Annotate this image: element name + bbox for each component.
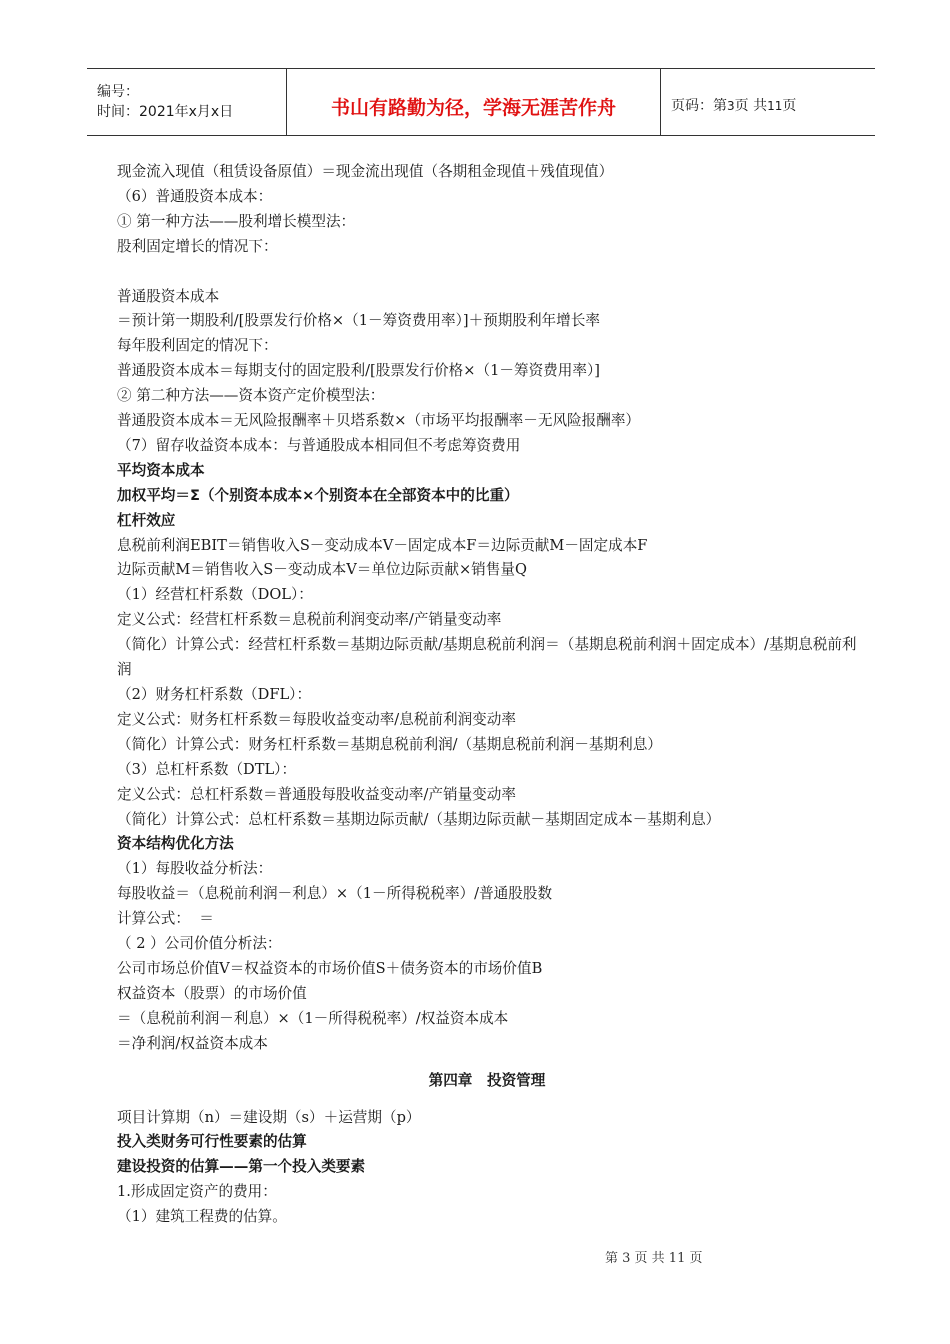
section-heading: 资本结构优化方法: [117, 835, 234, 853]
text-line: （1）每股收益分析法：: [117, 860, 273, 878]
text-line: 每年股利固定的情况下：: [117, 337, 278, 355]
text-line: 定义公式：总杠杆系数＝普通股每股收益变动率/产销量变动率: [117, 785, 516, 803]
page-current: 3: [727, 99, 735, 113]
text-line: 公司市场总价值V＝权益资本的市场价值S＋债务资本的市场价值B: [117, 959, 543, 977]
header-motto: 书山有路勤为径，学海无涯苦作舟: [330, 96, 616, 119]
section-heading: 加权平均＝Σ（个别资本成本×个别资本在全部资本中的比重）: [117, 486, 519, 504]
text-line: （ 2 ）公司价值分析法：: [117, 935, 282, 953]
section-heading: 投入类财务可行性要素的估算: [117, 1133, 307, 1151]
header-page-indicator: [661, 69, 875, 135]
page-mid: 页 共: [734, 98, 768, 114]
document-time: 时间：2021年x月x日: [97, 104, 234, 120]
text-line: （7）留存收益资本成本：与普通股成本相同但不考虑筹资费用: [117, 436, 521, 454]
text-line: ＝净利润/权益资本成本: [117, 1034, 268, 1052]
header-meta: [87, 69, 287, 135]
text-line: （3）总杠杆系数（DTL）：: [117, 760, 297, 778]
text-line: ＝预计第一期股利/[股票发行价格×（1－筹资费用率）]＋预期股利年增长率: [117, 312, 600, 330]
text-line: 息税前利润EBIT＝销售收入S－变动成本V－固定成本F＝边际贡献M－固定成本F: [117, 536, 648, 554]
page-suffix: 页: [782, 98, 797, 114]
text-line: 现金流入现值（租赁设备原值）＝现金流出现值（各期租金现值＋残值现值）: [117, 163, 614, 180]
section-heading: 建设投资的估算——第一个投入类要素: [117, 1158, 366, 1176]
text-line: （1）经营杠杆系数（DOL）：: [117, 586, 313, 604]
text-line: ＝（息税前利润－利息）×（1－所得税税率）/权益资本成本: [117, 1009, 509, 1027]
text-block-capital-cost: [117, 160, 857, 1057]
text-line: （1）建筑工程费的估算。: [117, 1208, 287, 1226]
text-line: 每股收益＝（息税前利润－利息）×（1－所得税税率）/普通股股数: [117, 885, 553, 903]
text-line: ② 第二种方法——资本资产定价模型法：: [117, 387, 385, 405]
header-motto-cell: [287, 69, 661, 135]
text-line: 定义公式：财务杠杆系数＝每股收益变动率/息税前利润变动率: [117, 710, 516, 728]
text-line: （简化）计算公式：经营杠杆系数＝基期边际贡献/基期息税前利润＝（基期息税前利润＋固定成本）/基期息税前利润: [117, 636, 857, 679]
text-line: ① 第一种方法——股利增长模型法：: [117, 212, 356, 230]
section-heading: 杠杆效应: [117, 511, 176, 529]
page-footer: 第 3 页 共 11 页: [605, 1251, 703, 1266]
text-line: （6）普通股资本成本：: [117, 187, 273, 205]
text-line: 边际贡献M＝销售收入S－变动成本V＝单位边际贡献×销售量Q: [117, 561, 527, 579]
chapter-heading: 第四章 投资管理: [428, 1071, 546, 1089]
text-line: 定义公式：经营杠杆系数＝息税前利润变动率/产销量变动率: [117, 611, 502, 629]
text-line: 股利固定增长的情况下：: [117, 237, 278, 255]
text-line: [117, 260, 857, 285]
text-line: 普通股资本成本: [117, 287, 220, 305]
text-line: 普通股资本成本＝无风险报酬率＋贝塔系数×（市场平均报酬率－无风险报酬率）: [117, 412, 641, 430]
text-block-investment: [117, 1106, 857, 1231]
page-prefix: 页码：第: [671, 98, 727, 114]
text-line: （简化）计算公式：财务杠杆系数＝基期息税前利润/（基期息税前利润－基期利息）: [117, 735, 662, 753]
document-number-label: 编号：: [97, 84, 139, 100]
document-body: [117, 160, 857, 1230]
text-line: 权益资本（股票）的市场价值: [117, 984, 307, 1002]
text-line: （2）财务杠杆系数（DFL）：: [117, 686, 312, 704]
text-line: 1.形成固定资产的费用：: [117, 1183, 277, 1201]
text-line: 项目计算期（n）＝建设期（s）＋运营期（p）: [117, 1108, 421, 1126]
page-total: 11: [767, 99, 783, 113]
text-line: 计算公式： ＝: [117, 910, 214, 928]
page-header: [87, 68, 875, 136]
text-line: （简化）计算公式：总杠杆系数＝基期边际贡献/（基期边际贡献－基期固定成本－基期利息）: [117, 810, 721, 828]
section-heading: 平均资本成本: [117, 461, 205, 479]
text-line: 普通股资本成本＝每期支付的固定股利/[股票发行价格×（1－筹资费用率）]: [117, 362, 600, 380]
